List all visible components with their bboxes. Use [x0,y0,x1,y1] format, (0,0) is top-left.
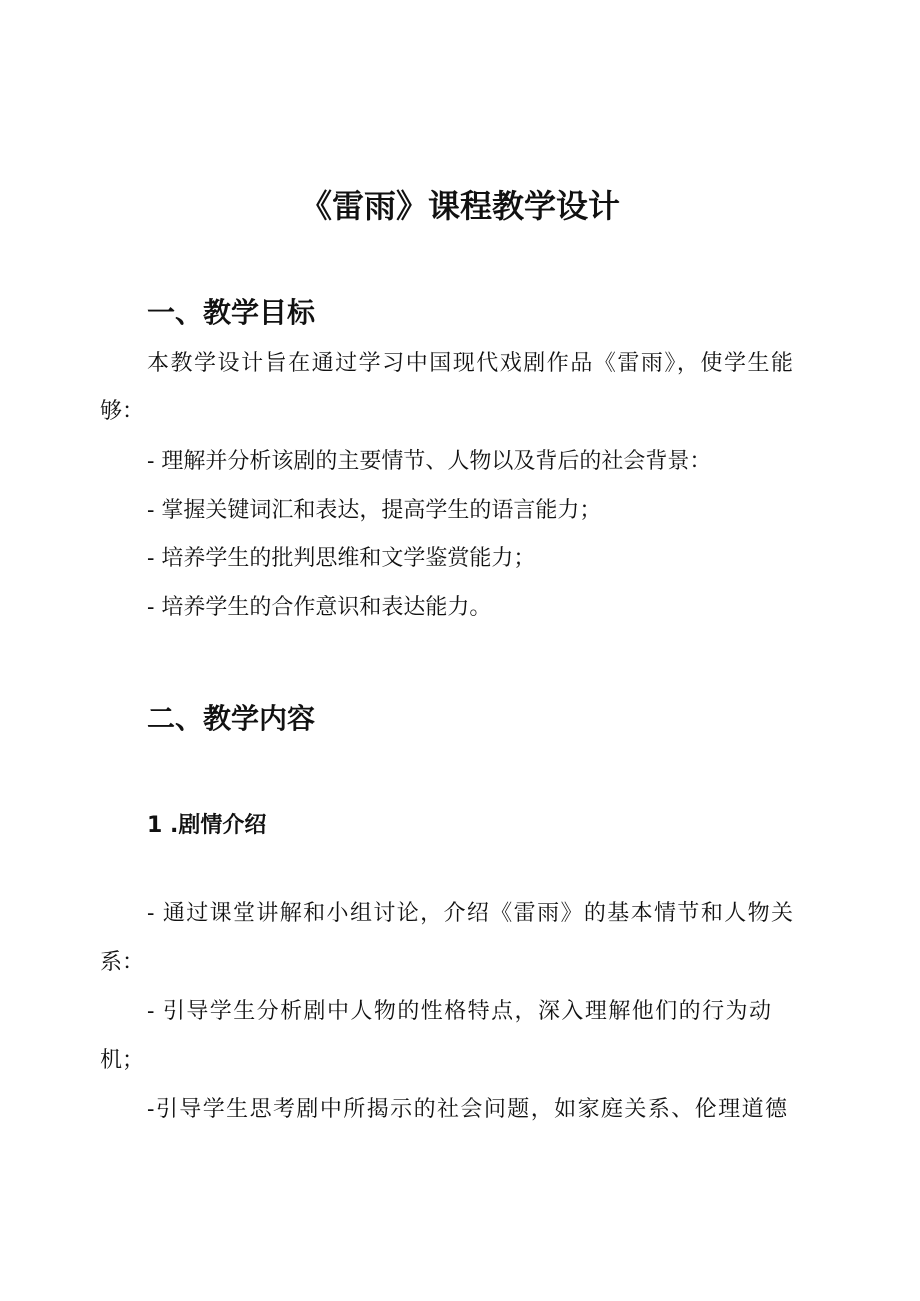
section-heading-content: 二、教学内容 [147,702,316,735]
plot-paragraph-line: 系： [100,950,145,975]
document-title: 《雷雨》课程教学设计 [299,187,620,225]
plot-paragraph-line: -引导学生思考剧中所揭示的社会问题，如家庭关系、伦理道德 [147,1097,787,1122]
objective-bullet: - 培养学生的合作意识和表达能力。 [147,595,492,620]
objective-bullet: - 掌握关键词汇和表达，提高学生的语言能力； [147,498,602,523]
plot-paragraph-line: - 引导学生分析剧中人物的性格特点，深入理解他们的行为动 [147,999,771,1024]
plot-paragraph-line: 机； [100,1048,145,1073]
plot-paragraph-line: - 通过课堂讲解和小组讨论，介绍《雷雨》的基本情节和人物关 [147,901,793,926]
intro-paragraph-line-1: 本教学设计旨在通过学习中国现代戏剧作品《雷雨》，使学生能 [147,351,793,376]
subsection-heading-plot: 1 .剧情介绍 [147,813,267,838]
objective-bullet: - 培养学生的批判思维和文学鉴赏能力； [147,546,536,571]
section-heading-objectives: 一、教学目标 [147,296,316,329]
intro-paragraph-line-2: 够： [100,399,145,424]
objective-bullet: - 理解并分析该剧的主要情节、人物以及背后的社会背景： [147,449,712,474]
